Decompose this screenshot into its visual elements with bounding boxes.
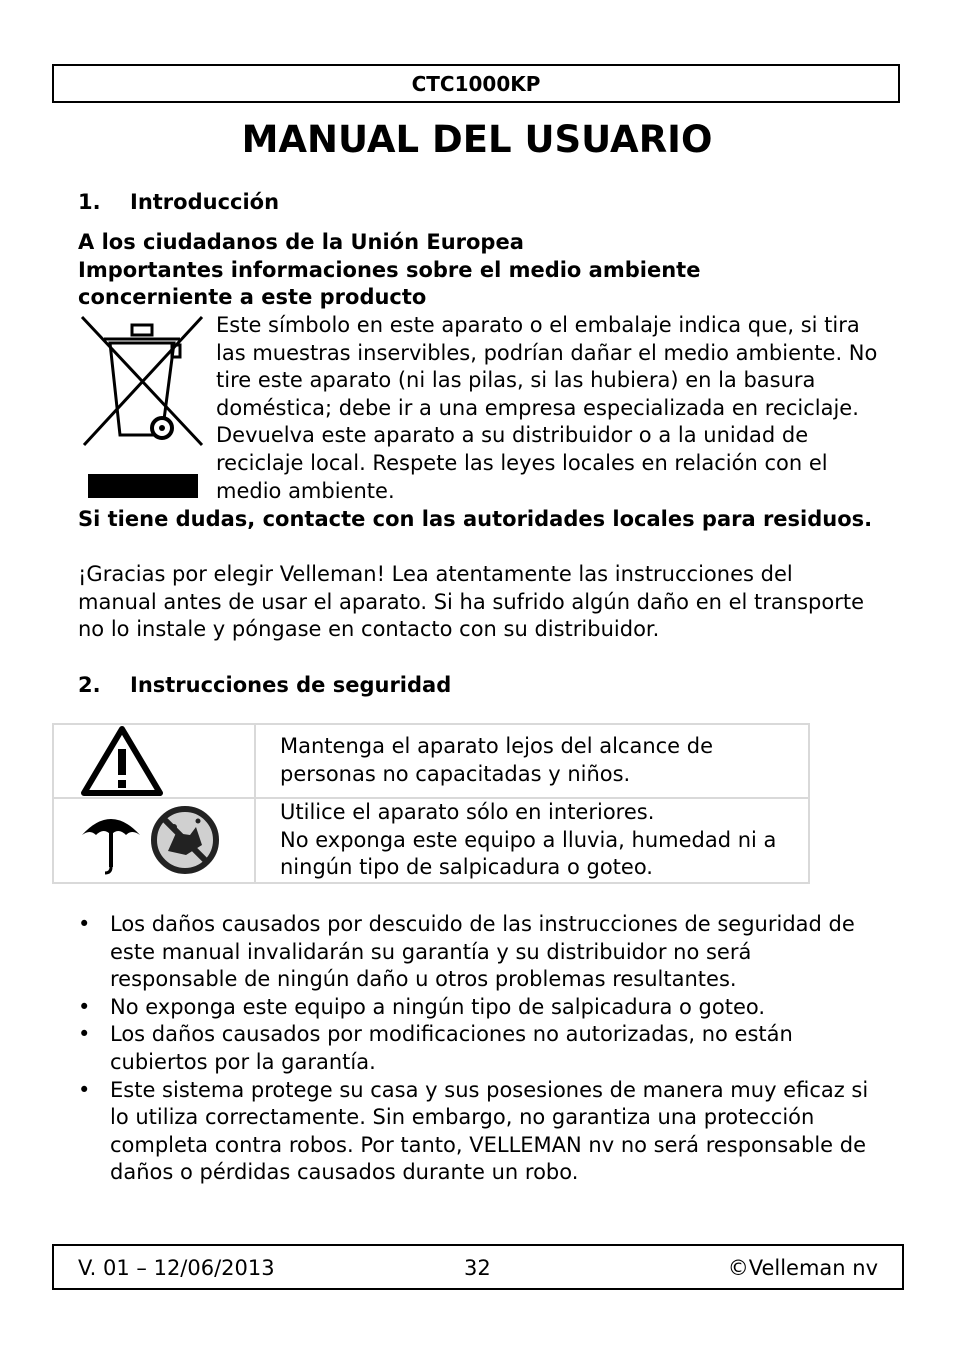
section-1-number: 1. <box>78 190 101 214</box>
indoor-use-line: Utilice el aparato sólo en interiores. <box>280 800 655 824</box>
no-water-splash-icon <box>150 805 220 875</box>
weee-text: Este símbolo en este aparato o el embalaje indica que, si tira las muestras inservibles, podrían dañar el medio ambiente. No tire este aparato (ni las pilas, si las hubiera) en la basura doméstica; debe ir a una empresa especializada en reciclaje. Devuelva este aparato a su distribuidor o a la unidad de reciclaje local. Respete las leyes locales en relación con el medio ambiente. <box>216 313 878 503</box>
icon-cell <box>53 724 255 798</box>
list-item-text: Los daños causados por modificaciones no autorizadas, no están cubiertos por la garantía. <box>110 1022 793 1074</box>
list-item <box>78 1021 878 1076</box>
warning-triangle-icon <box>80 725 164 797</box>
list-item <box>78 911 878 994</box>
safety-table <box>52 723 810 884</box>
list-item-text: Los daños causados por descuido de las instrucciones de seguridad de este manual invalidarán su garantía y su distribuidor no será responsable de ningún daño u otros problemas resultantes. <box>110 912 855 992</box>
table-cell-text: Mantenga el aparato lejos del alcance de personas no capacitadas y niños. <box>255 724 809 798</box>
section-1-title: Introducción <box>130 190 280 214</box>
footer-version: V. 01 – 12/06/2013 <box>78 1256 275 1280</box>
icon-cell <box>53 798 255 883</box>
list-item <box>78 1077 878 1187</box>
bullet-dot: • <box>78 912 91 936</box>
model-number: CTC1000KP <box>411 71 541 96</box>
section-2-title: Instrucciones de seguridad <box>130 673 452 697</box>
bin-underline-bar <box>88 474 198 498</box>
list-item-text: No exponga este equipo a ningún tipo de salpicadura o goteo. <box>110 994 766 1019</box>
doubts-text: Si tiene dudas, contacte con las autoridades locales para residuos. <box>78 507 873 531</box>
bullet-dot: • <box>78 1077 91 1102</box>
safety-bullet-list <box>78 911 878 1187</box>
umbrella-icon <box>80 805 142 875</box>
icon-wrap <box>54 805 254 875</box>
page-title: MANUAL DEL USUARIO <box>241 118 713 161</box>
thanks-text: ¡Gracias por elegir Velleman! Lea atentamente las instrucciones del manual antes de usar el aparato. Si ha sufrido algún daño en el transporte no lo instale y póngase en contacto con su distribuidor. <box>78 562 864 642</box>
icon-wrap <box>54 725 254 797</box>
section-1-heading <box>78 188 279 216</box>
footer-copyright: ©Velleman nv <box>727 1256 878 1280</box>
page-footer <box>52 1244 904 1290</box>
crossed-bin-icon <box>80 315 206 449</box>
section-2-heading <box>78 671 451 699</box>
no-rain-line: No exponga este equipo a lluvia, humedad ni a ningún tipo de salpicadura o goteo. <box>280 827 777 880</box>
table-row <box>53 798 809 883</box>
eu-heading-2: Importantes informaciones sobre el medio ambiente <box>78 258 701 282</box>
bullet-dot: • <box>78 994 91 1019</box>
list-item-text: Este sistema protege su casa y sus posesiones de manera muy eficaz si lo utiliza correctamente. Sin embargo, no garantiza una protección completa contra robos. Por tanto, VELLEMAN nv no será responsable de daños o pérdidas causados durante un robo. <box>110 1077 869 1185</box>
eu-heading-1: A los ciudadanos de la Unión Europea <box>78 230 524 254</box>
model-header-box <box>52 64 900 103</box>
footer-page-number: 32 <box>464 1256 491 1280</box>
eu-heading-3: concerniente a este producto <box>78 285 427 309</box>
table-cell-text <box>255 798 809 883</box>
bullet-dot: • <box>78 1022 91 1047</box>
table-row <box>53 724 809 798</box>
list-item <box>78 994 878 1022</box>
section-2-number: 2. <box>78 673 101 697</box>
